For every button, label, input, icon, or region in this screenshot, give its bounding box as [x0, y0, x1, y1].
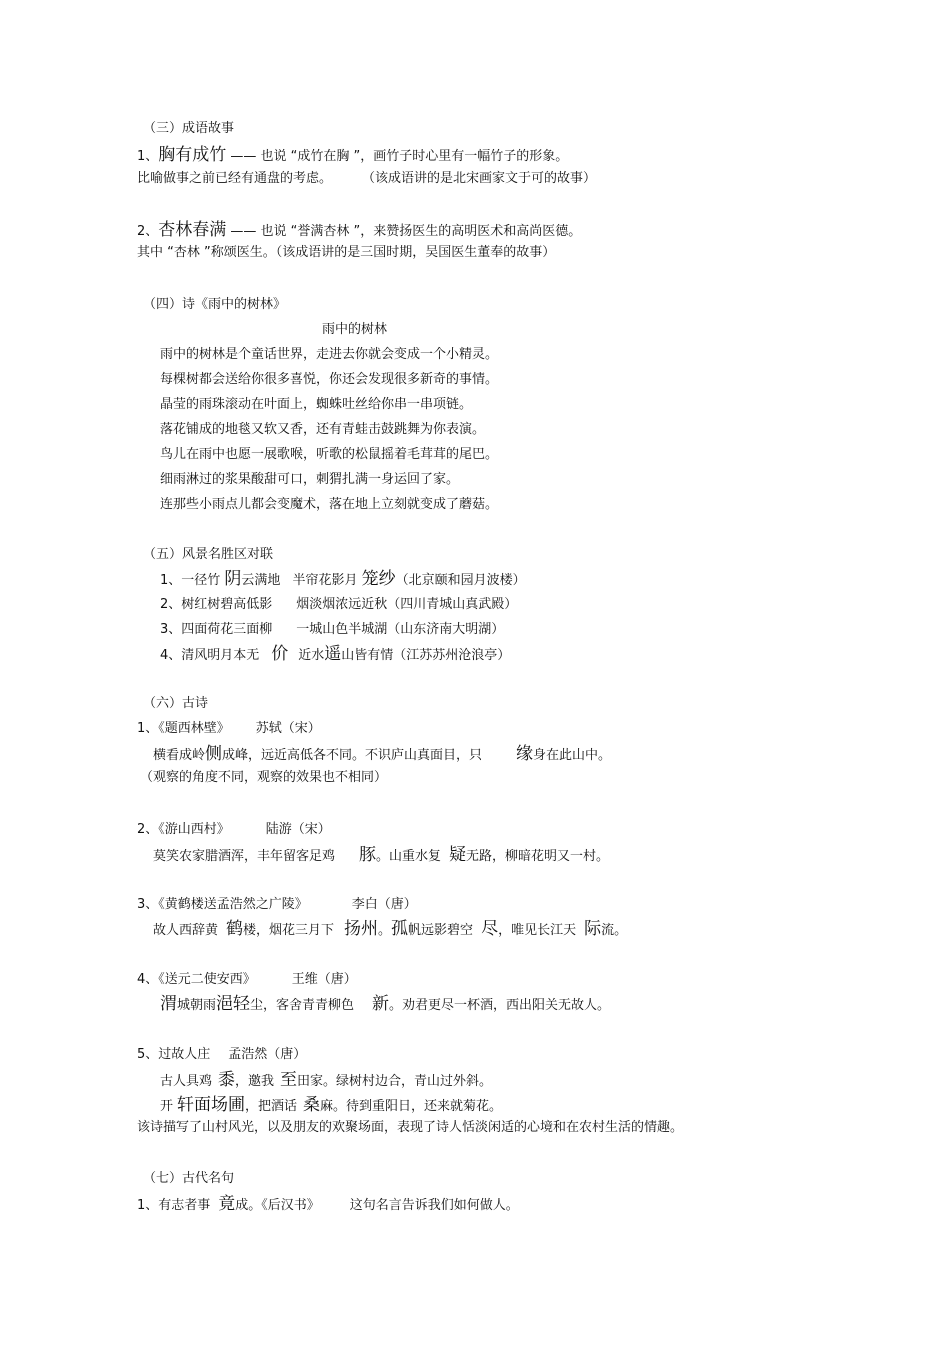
quote-explanation: 这句名言告诉我们如何做人。 [349, 1198, 519, 1213]
poem-author: 李白（唐） [351, 897, 417, 912]
poem-highlight: 新 [372, 994, 390, 1014]
poem-line: 晶莹的雨珠滚动在叶面上，蜘蛛吐丝给你串一串项链。 [160, 397, 473, 412]
couplet-text: 1、一径竹 [160, 573, 221, 588]
poem-highlight: 桑 [303, 1095, 321, 1115]
poem-line: 每棵树都会送给你很多喜悦，你还会发现很多新奇的事情。 [160, 372, 499, 387]
couplet-4 [160, 645, 510, 665]
poem-text: ，邀我 [235, 1074, 275, 1089]
couplet-text: 云满地 [241, 573, 281, 588]
poem-highlight: 尽 [481, 919, 499, 939]
couplet-text: 山皆有情（江苏苏州沧浪亭） [341, 648, 511, 663]
section-heading-couplets: （五）风景名胜区对联 [143, 547, 274, 562]
poem-text: 故人西辞黄 [153, 923, 219, 938]
ancient-poem-2-text [153, 846, 609, 866]
ancient-poem-3-text [153, 920, 627, 940]
poem-title: 1、《题西林壁》 [137, 721, 230, 736]
idiom-term: 杏林春满 [158, 220, 227, 240]
poem-line: 雨中的树林是个童话世界，走进去你就会变成一个小精灵。 [160, 347, 499, 362]
ancient-poem-5-text-2 [160, 1096, 502, 1116]
ancient-poem-3-title [137, 896, 417, 914]
poem-text: 田家。绿树村边合，青山过外斜。 [297, 1074, 493, 1089]
poem-title: 4、《送元二使安西》 [137, 972, 256, 987]
poem-highlight: 际 [584, 919, 602, 939]
item-number: 2、 [137, 224, 159, 239]
idiom-explanation: —— 也说 “成竹在胸 ”，画竹子时心里有一幅竹子的形象。 [230, 149, 569, 164]
poem-highlight: 轩面场圃 [177, 1095, 246, 1115]
poem-text: 。 [378, 923, 392, 938]
poem-text: 莫笑农家腊酒浑，丰年留客足鸡 [153, 849, 336, 864]
ancient-poem-5-text-1 [160, 1071, 492, 1091]
section-heading-ancient-poems: （六）古诗 [143, 696, 209, 711]
ancient-poem-1-title [137, 720, 321, 738]
couplet-text: 近水 [298, 648, 325, 663]
poem-line: 鸟儿在雨中也愿一展歌喉，听歌的松鼠摇着毛茸茸的尾巴。 [160, 447, 499, 462]
poem-title: 5、过故人庄 [137, 1047, 211, 1062]
poem-text: ，把酒话 [245, 1099, 298, 1114]
poem-text: 身在此山中。 [533, 748, 612, 763]
poem-text: 横看成岭 [153, 748, 206, 763]
idiom-item-2-line2: 其中 “杏林 ”称颂医生。（该成语讲的是三国时期，吴国医生董奉的故事） [137, 245, 556, 260]
couplet-3 [160, 621, 504, 639]
quote-1 [137, 1195, 519, 1215]
poem-title: 2、《游山西村》 [137, 822, 230, 837]
poem-highlight: 豚 [359, 845, 377, 865]
poem-highlight: 孤 [391, 919, 409, 939]
couplet-location: （北京颐和园月波楼） [395, 573, 526, 588]
idiom-meaning: 比喻做事之前已经有通盘的考虑。 [137, 171, 333, 186]
quote-highlight: 竟 [218, 1194, 236, 1214]
ancient-poem-4-title [137, 971, 357, 989]
poem-author: 陆游（宋） [265, 822, 331, 837]
couplet-text: 2、树红树碧高低影 [160, 597, 273, 612]
poem-author: 孟浩然（唐） [228, 1047, 307, 1062]
poem-text: 古人具鸡 [160, 1074, 213, 1089]
idiom-item-1 [137, 146, 568, 166]
couplet-highlight: 遥 [324, 644, 342, 664]
poem-text: 麻。待到重阳日，还来就菊花。 [320, 1099, 503, 1114]
couplet-text: 3、四面荷花三面柳 [160, 622, 273, 637]
idiom-source-note: （该成语讲的是北宋画家文于可的故事） [362, 171, 597, 186]
section-heading-poem: （四）诗《雨中的树林》 [143, 297, 287, 312]
poem-title: 雨中的树林 [322, 322, 388, 337]
poem-text: 。山重水复 [376, 849, 442, 864]
quote-text: 1、有志者事 [137, 1198, 211, 1213]
poem-line: 细雨淋过的浆果酸甜可口，刺猬扎满一身运回了家。 [160, 472, 460, 487]
poem-text: 无路，柳暗花明又一村。 [466, 849, 610, 864]
poem-highlight: 扬州 [344, 919, 379, 939]
ancient-poem-4-text [160, 995, 610, 1015]
idiom-term: 胸有成竹 [158, 145, 227, 165]
couplet-text: 烟淡烟浓远近秋（四川青城山真武殿） [296, 597, 518, 612]
poem-text: 开 [160, 1099, 174, 1114]
poem-text: 流。 [601, 923, 628, 938]
poem-highlight: 黍 [218, 1070, 236, 1090]
couplet-text: 一城山色半城湖（山东济南大明湖） [296, 622, 505, 637]
section-heading-famous-quotes: （七）古代名句 [143, 1171, 235, 1186]
ancient-poem-2-title [137, 821, 331, 839]
poem-line: 落花铺成的地毯又软又香，还有青蛙击鼓跳舞为你表演。 [160, 422, 486, 437]
ancient-poem-1-text [153, 745, 611, 765]
poem-line: 连那些小雨点儿都会变魔术，落在地上立刻就变成了蘑菇。 [160, 497, 499, 512]
poem-text: 尘，客舍青青柳色 [250, 998, 355, 1013]
poem-text: 帆远影碧空 [408, 923, 474, 938]
poem-highlight: 疑 [449, 845, 467, 865]
couplet-highlight: 价 [271, 644, 289, 664]
section-heading-idioms: （三）成语故事 [143, 121, 235, 136]
couplet-highlight: 阴 [224, 569, 242, 589]
poem-highlight: 渭 [160, 994, 177, 1014]
couplet-text: 半帘花影月 [292, 573, 358, 588]
poem-text: 。劝君更尽一杯酒，西出阳关无故人。 [389, 998, 611, 1013]
poem-text: ，唯见长江天 [498, 923, 577, 938]
poem-text: 楼，烟花三月下 [243, 923, 335, 938]
ancient-poem-5-title [137, 1046, 306, 1064]
poem-highlight: 浥轻 [216, 994, 251, 1014]
couplet-2 [160, 596, 517, 614]
couplet-1 [160, 570, 526, 590]
ancient-poem-5-note: 该诗描写了山村风光，以及朋友的欢聚场面，表现了诗人恬淡闲适的心境和在农村生活的情趣。 [137, 1120, 684, 1135]
idiom-item-1-line2 [137, 170, 596, 188]
poem-highlight: 缘 [516, 744, 534, 764]
poem-author: 王维（唐） [291, 972, 357, 987]
ancient-poem-1-note: （观察的角度不同，观察的效果也不相同） [140, 770, 388, 785]
idiom-explanation: —— 也说 “誉满杏林 ”，来赞扬医生的高明医术和高尚医德。 [230, 224, 582, 239]
poem-text: 成峰，远近高低各不同。不识庐山真面目，只 [222, 748, 483, 763]
couplet-text: 4、清风明月本无 [160, 648, 260, 663]
item-number: 1、 [137, 149, 159, 164]
poem-highlight: 侧 [205, 744, 223, 764]
couplet-highlight: 笼纱 [361, 569, 396, 589]
poem-text: 城朝雨 [177, 998, 217, 1013]
poem-author: 苏轼（宋） [255, 721, 321, 736]
poem-title: 3、《黄鹤楼送孟浩然之广陵》 [137, 897, 308, 912]
poem-highlight: 至 [280, 1070, 298, 1090]
idiom-item-2 [137, 221, 581, 241]
poem-highlight: 鹤 [226, 919, 244, 939]
quote-text: 成。《后汉书》 [235, 1198, 320, 1213]
